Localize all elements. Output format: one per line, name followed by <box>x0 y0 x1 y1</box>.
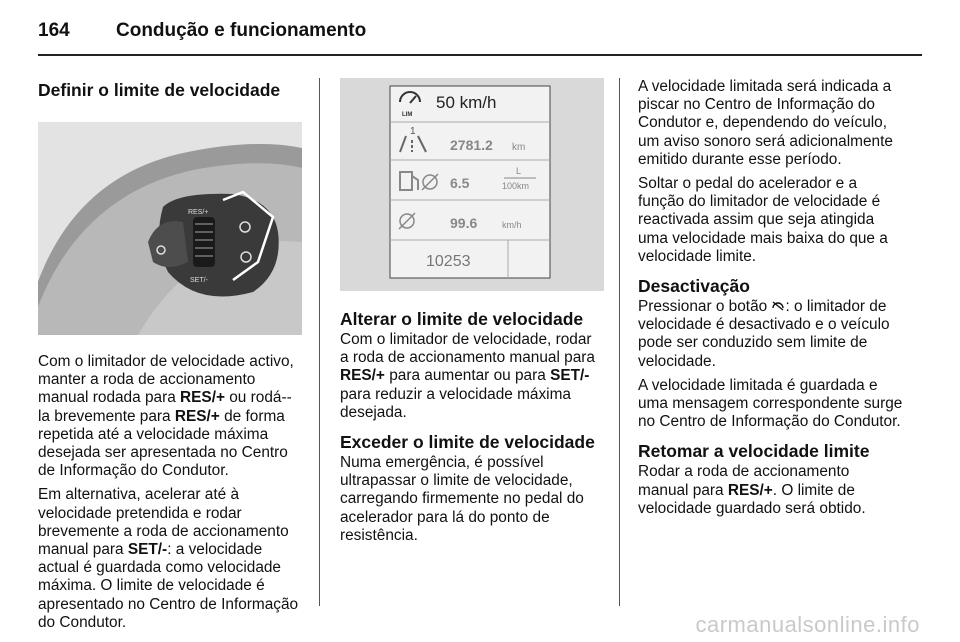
section-title: Desactivação <box>638 276 750 297</box>
section-title: Definir o limite de velocidade <box>38 80 281 100</box>
watermark: carmanualsonline.info <box>695 612 920 637</box>
cancel-limiter-icon <box>771 299 785 311</box>
chapter-title: Condução e funcionamento <box>116 20 367 41</box>
page-header <box>38 20 366 42</box>
driver-info-display-illustration <box>340 78 604 291</box>
set-label: SET/- <box>190 277 208 284</box>
fuel-value: 6.5 <box>450 175 470 191</box>
paragraph: A velocidade limitada será indicada a piscar no Centro de Informação do Condutor e, dependendo do veículo, um aviso sonoro será adicionalmente emitido durante esse período. <box>638 78 893 168</box>
header-rule <box>38 54 922 56</box>
page-number: 164 <box>38 20 70 41</box>
speed-limit-value: 50 km/h <box>436 93 497 112</box>
paragraph: Com o limitador de velocidade, rodar a roda de accionamento manual para RES/+ para aumentar ou para SET/- para reduzir a velocidade máxima desejada. <box>340 331 595 421</box>
paragraph: Em alternativa, acelerar até à velocidade pretendida e rodar brevemente a roda de accionamento manual para SET/-: a velocidade actual é guardada como velocidade máxima. O limite de velocidade é apresentado no Centro de Informação do Condutor. <box>38 486 299 631</box>
section-title: Retomar a velocidade limite <box>638 441 870 462</box>
avg-speed-value: 99.6 <box>450 215 478 231</box>
paragraph: Soltar o pedal do acelerador e a função do limitador de velocidade é reactivada assim que seja atingida uma velocidade mais baixa do que a velocidade limite. <box>638 175 888 265</box>
odometer-value: 10253 <box>426 253 471 270</box>
paragraph: Com o limitador de velocidade activo, manter a roda de accionamento manual rodada para RES/+ ou rodá--la brevemente para RES/+ de forma repetida até a velocidade máxima desejada ser apresentada no Centro de Informação do Condutor. <box>38 353 294 480</box>
trip-value: 2781.2 <box>450 137 493 153</box>
svg-text:1: 1 <box>410 126 416 137</box>
paragraph: A velocidade limitada é guardada e uma mensagem correspondente surge no Centro de Informação do Condutor. <box>638 376 903 431</box>
svg-text:LIM: LIM <box>402 112 413 118</box>
column-3 <box>638 78 904 524</box>
column-divider <box>319 78 320 606</box>
steering-wheel-illustration <box>38 122 302 335</box>
column-2 <box>340 78 604 551</box>
svg-text:L: L <box>516 166 522 176</box>
steering-wheel-drawing <box>38 122 302 335</box>
svg-text:km/h: km/h <box>502 220 522 230</box>
column-divider <box>619 78 620 606</box>
paragraph: Rodar a roda de accionamento manual para RES/+. O limite de velocidade guardado será obtido. <box>638 463 866 517</box>
svg-text:km: km <box>512 142 526 153</box>
res-label: RES/+ <box>188 209 209 216</box>
svg-text:100km: 100km <box>502 181 530 191</box>
column-1 <box>38 78 302 638</box>
section-title: Exceder o limite de velocidade <box>340 432 595 453</box>
paragraph: Numa emergência, é possível ultrapassar o limite de velocidade, carregando firmemente no pedal do acelerador para lá do ponto de resistência. <box>340 454 584 544</box>
section-title: Alterar o limite de velocidade <box>340 309 584 329</box>
display-drawing <box>340 78 604 291</box>
paragraph: Pressionar o botão : o limitador de velocidade é desactivado e o veículo pode ser conduzido sem limite de velocidade. <box>638 298 890 370</box>
